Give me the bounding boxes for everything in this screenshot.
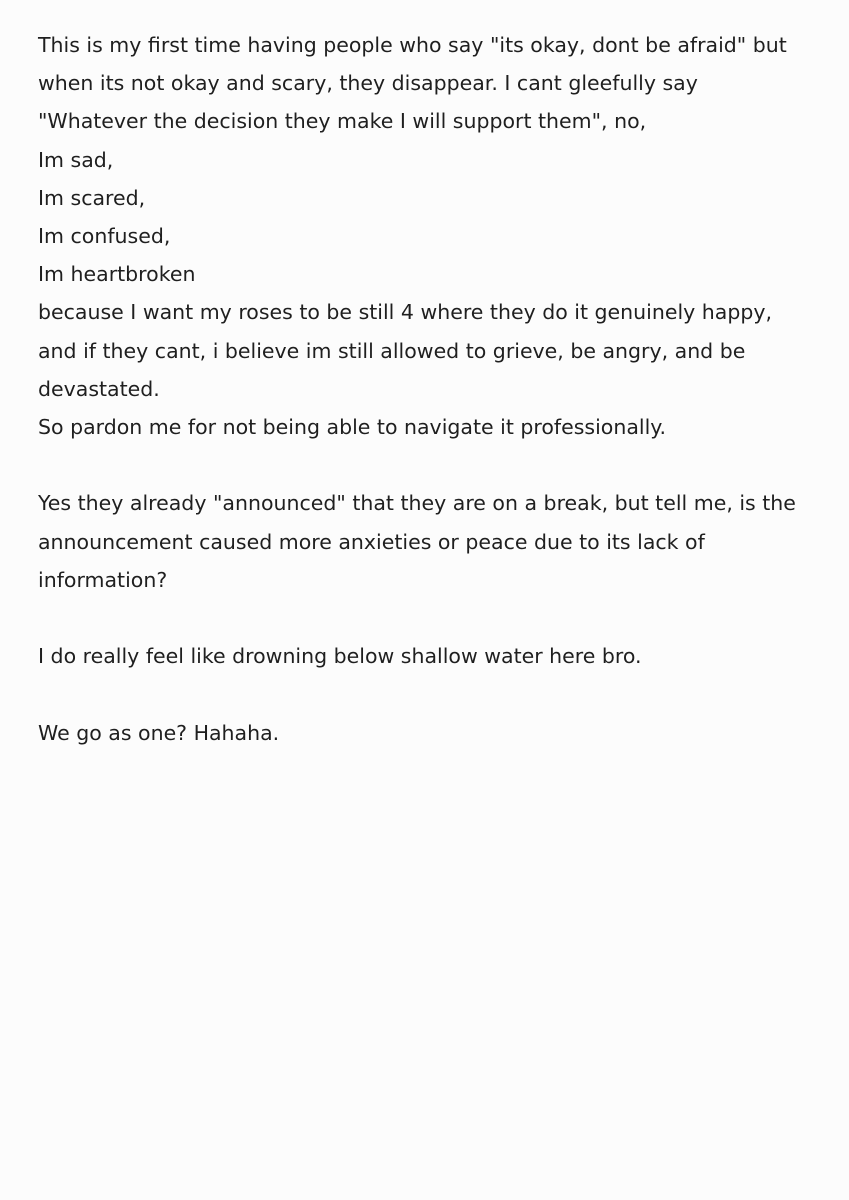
paragraph-gap <box>38 446 823 484</box>
text-line: when its not okay and scary, they disappear. I cant gleefully say <box>38 71 698 96</box>
text-line: because I want my roses to be still 4 where they do it genuinely happy, <box>38 300 773 325</box>
text-line: announcement caused more anxieties or peace due to its lack of <box>38 529 705 554</box>
text-line: information? <box>38 567 168 592</box>
text-line: "Whatever the decision they make I will support them", no, <box>38 109 647 134</box>
text-line: Yes they already "announced" that they are on a break, but tell me, is the <box>38 491 796 516</box>
text-line: and if they cant, i believe im still allowed to grieve, be angry, and be <box>38 338 746 363</box>
text-line: We go as one? Hahaha. <box>38 720 280 745</box>
paragraph-gap <box>38 675 823 713</box>
paragraph-gap <box>38 599 823 637</box>
text-line: Im heartbroken <box>38 262 196 287</box>
text-line: devastated. <box>38 376 160 401</box>
text-line: This is my first time having people who say "its okay, dont be afraid" but <box>38 33 787 57</box>
text-line: Im scared, <box>38 185 146 210</box>
text-line: Im sad, <box>38 147 114 172</box>
note-body <box>38 26 823 752</box>
text-line: So pardon me for not being able to navigate it professionally. <box>38 415 667 440</box>
text-line: I do really feel like drowning below shallow water here bro. <box>38 644 642 669</box>
text-line: Im confused, <box>38 224 171 249</box>
